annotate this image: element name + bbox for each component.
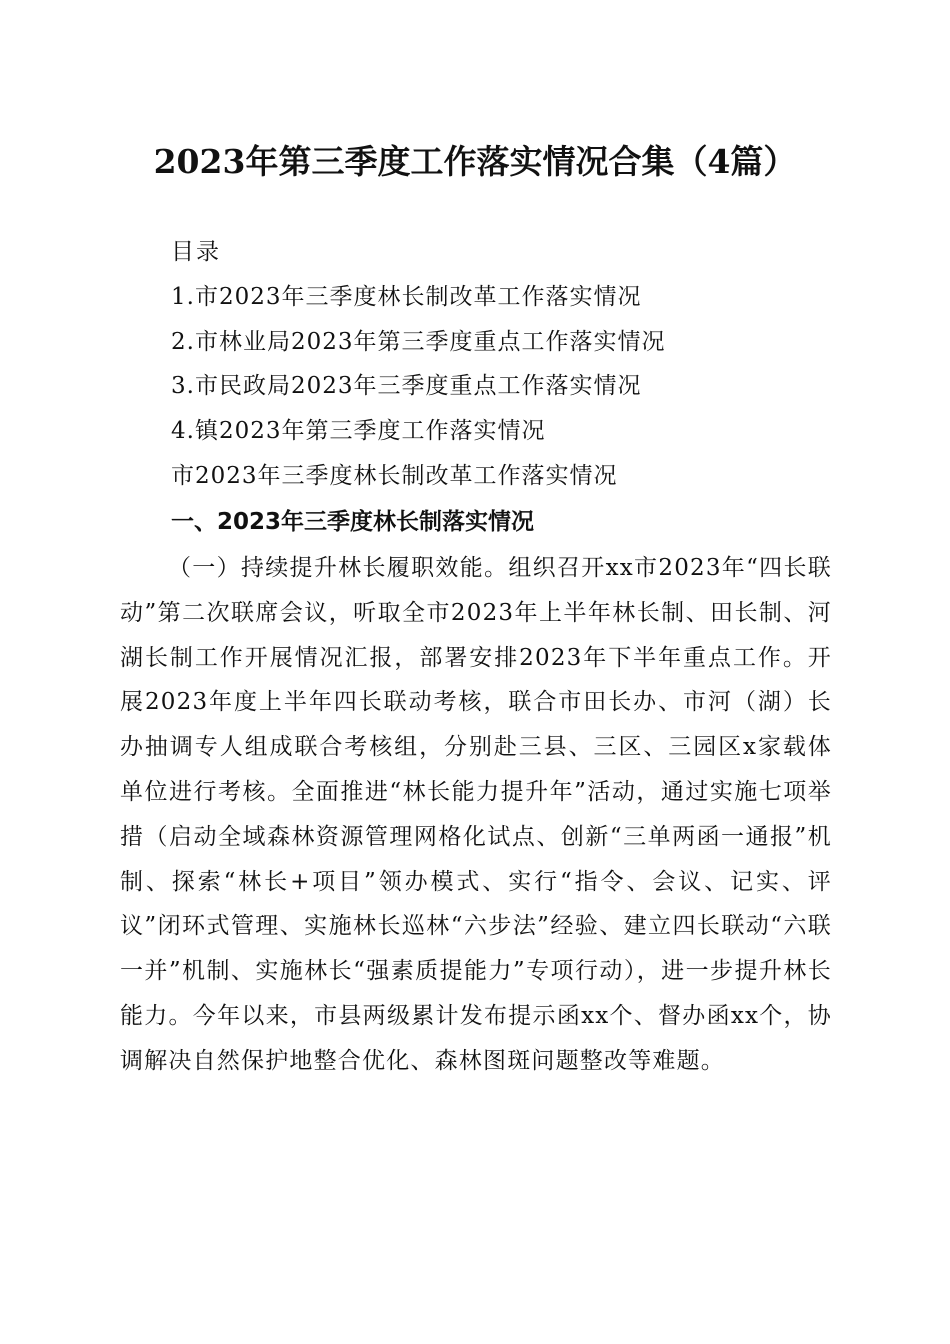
toc-item-3: 3.市民政局2023年三季度重点工作落实情况 (171, 373, 642, 399)
article-title: 市2023年三季度林长制改革工作落实情况 (171, 463, 618, 489)
section-heading: 一、2023年三季度林长制落实情况 (171, 509, 535, 535)
toc-item-1: 1.市2023年三季度林长制改革工作落实情况 (171, 284, 642, 310)
toc-item-4: 4.镇2023年第三季度工作落实情况 (171, 418, 546, 444)
body-paragraph: （一）持续提升林长履职效能。组织召开xx市2023年“四长联动”第二次联席会议，听取全市2023年上半年林长制、田长制、河湖长制工作开展情况汇报，部署安排2023年下半年重点工作。开展2023年度上半年四长联动考核，联合市田长办、市河（湖）长办抽调专人组成联合考核组，分别赴三县、三区、三园区x家载体单位进行考核。全面推进“林长能力提升年”活动，通过实施七项举措（启动全域森林资源管理网格化试点、创新“三单两函一通报”机制、探索“林长+项目”领办模式、实行“指令、会议、记实、评议”闭环式管理、实施林长巡林“六步法”经验、建立四长联动“六联一并”机制、实施林长“强素质提能力”专项行动），进一步提升林长能力。今年以来，市县两级累计发布提示函xx个、督办函xx个，协调解决自然保护地整合优化、森林图斑问题整改等难题。 (120, 555, 832, 1074)
toc-item-2: 2.市林业局2023年第三季度重点工作落实情况 (171, 329, 666, 355)
toc-heading: 目录 (171, 239, 221, 265)
document-title: 2023年第三季度工作落实情况合集（4篇） (153, 142, 797, 181)
